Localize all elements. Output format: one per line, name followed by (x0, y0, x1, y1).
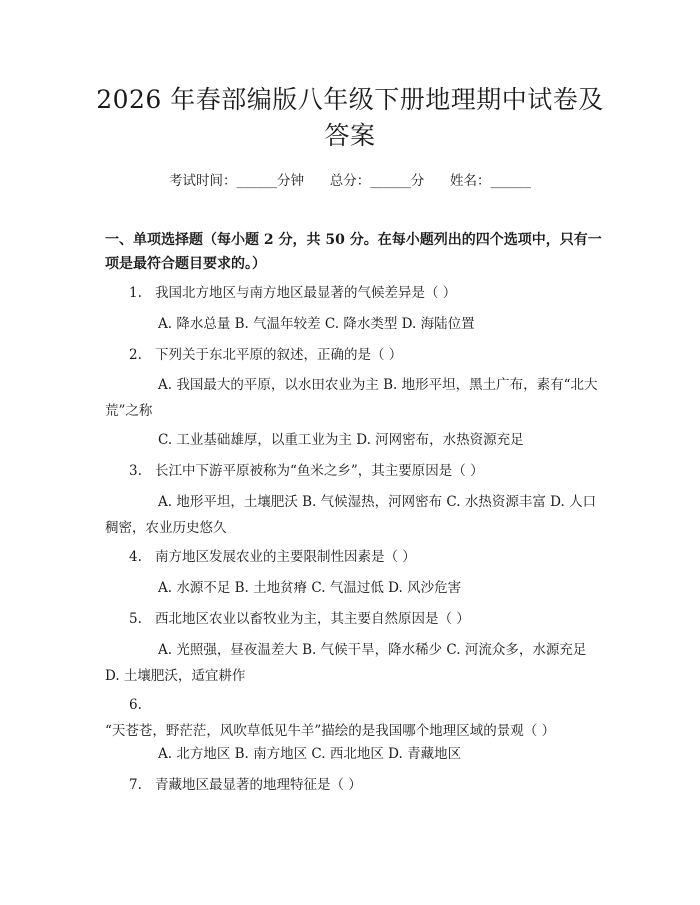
page-title-line2: 答案 (324, 121, 376, 150)
question-text: 青藏地区最显著的地理特征是（ ） (155, 777, 362, 793)
question-text: “天苍苍，野茫茫，风吹草低见牛羊”描绘的是我国哪个地理区域的景观（ ） (105, 723, 556, 739)
section-heading: 一、单项选择题（每小题 2 分，共 50 分。在每小题列出的四个选项中，只有一项是最符合题目要求的。） (105, 232, 602, 272)
question-text: 我国北方地区与南方地区最显著的气候差异是（ ） (155, 285, 457, 301)
question-number: 6. (129, 697, 142, 713)
page-title-line1: 2026 年春部编版八年级下册地理期中试卷及 (96, 85, 604, 114)
question-5 (105, 606, 605, 632)
question-1 (105, 280, 605, 306)
question-number: 7. (129, 777, 142, 793)
question-5-options: A. 光照强，昼夜温差大 B. 气候干旱，降水稀少 C. 河流众多，水源充足 D. 土壤肥沃，适宜耕作 (105, 642, 587, 684)
question-6 (105, 692, 605, 744)
question-2 (105, 342, 605, 368)
question-2-options-c-d: C. 工业基础雄厚，以重工业为主 D. 河网密布，水热资源充足 (158, 432, 524, 448)
question-7 (105, 772, 605, 798)
exam-meta-line: 考试时间：______分钟 总分：______分 姓名：______ (169, 173, 531, 189)
question-text: 下列关于东北平原的叙述，正确的是（ ） (155, 347, 403, 363)
question-3-options: A. 地形平坦，土壤肥沃 B. 气候湿热，河网密布 C. 水热资源丰富 D. 人口稠密，农业历史悠久 (105, 494, 597, 536)
question-2-options-a-b: A. 我国最大的平原，以水田农业为主 B. 地形平坦，黑土广布，素有“北大荒”之称 (105, 377, 598, 419)
question-text: 西北地区农业以畜牧业为主，其主要自然原因是（ ） (155, 611, 470, 627)
question-number: 2. (129, 347, 142, 363)
question-number: 3. (129, 463, 142, 479)
question-text: 长江中下游平原被称为“鱼米之乡”，其主要原因是（ ） (155, 463, 484, 479)
question-4-options: A. 水源不足 B. 土地贫瘠 C. 气温过低 D. 风沙危害 (158, 580, 462, 596)
question-number: 4. (129, 549, 142, 565)
question-number: 1. (129, 285, 142, 301)
question-1-options: A. 降水总量 B. 气温年较差 C. 降水类型 D. 海陆位置 (158, 316, 475, 332)
question-4 (105, 544, 605, 570)
question-6-options: A. 北方地区 B. 南方地区 C. 西北地区 D. 青藏地区 (158, 746, 462, 762)
question-3 (105, 458, 605, 484)
question-number: 5. (129, 611, 142, 627)
question-text: 南方地区发展农业的主要限制性因素是（ ） (155, 549, 416, 565)
